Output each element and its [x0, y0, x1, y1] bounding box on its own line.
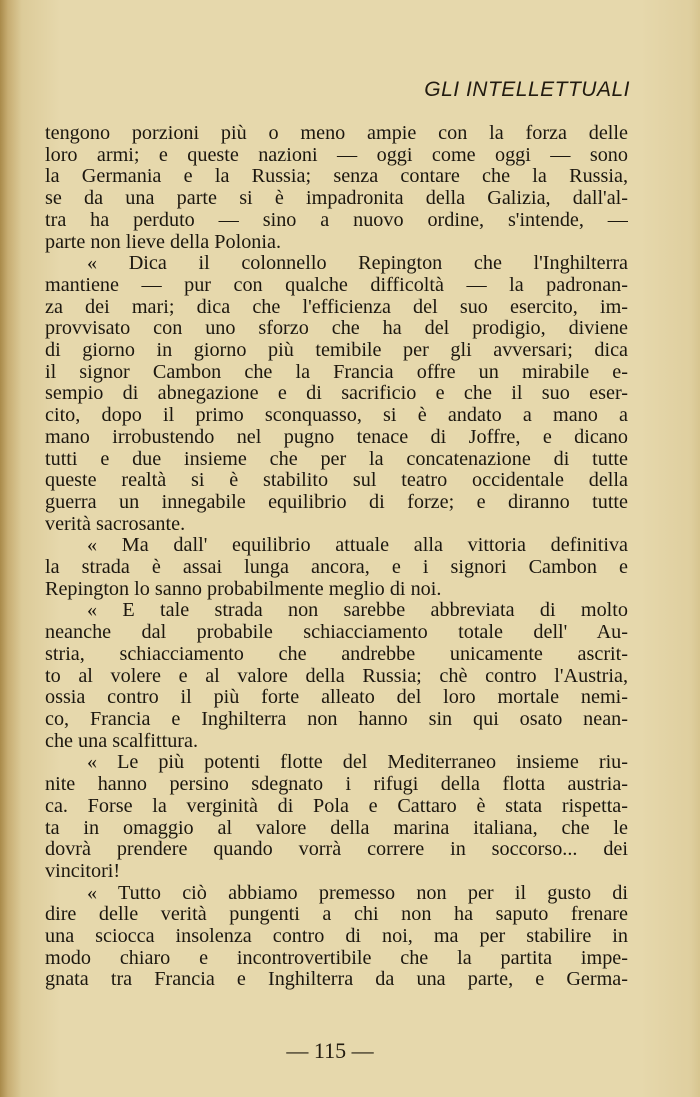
text-line: « E tale strada non sarebbe abbreviata di molto [87, 600, 628, 622]
paragraph [45, 123, 628, 253]
text-line: che una scalfittura. [45, 730, 199, 752]
text-line: queste realtà si è stabilito sul teatro occidentale della [45, 470, 628, 492]
text-line: una sciocca insolenza contro di noi, ma per stabilire in [45, 926, 628, 948]
text-line: tra ha perduto — sino a nuovo ordine, s'intende, — [45, 209, 628, 231]
paragraph [45, 535, 628, 600]
body-text [45, 123, 628, 991]
paragraph [45, 883, 628, 992]
text-line: sempio di abnegazione e di sacrificio e che il suo eser- [45, 383, 628, 405]
text-line: dovrà prendere quando vorrà correre in soccorso... dei [45, 839, 628, 861]
text-line: « Ma dall' equilibrio attuale alla vittoria definitiva [87, 535, 628, 557]
text-line: loro armi; e queste nazioni — oggi come oggi — sono [45, 144, 628, 166]
text-line: « Tutto ciò abbiamo premesso non per il gusto di [87, 882, 628, 904]
text-line: tutti e due insieme che per la concatenazione di tutte [45, 448, 628, 470]
text-line: mantiene — pur con qualche difficoltà — la padronan- [45, 274, 628, 296]
text-line: ca. Forse la verginità di Pola e Cattaro è stata rispetta- [45, 795, 628, 817]
text-line: to al volere e al valore della Russia; chè contro l'Austria, [45, 665, 628, 687]
text-line: co, Francia e Inghilterra non hanno sin qui osato nean- [45, 708, 628, 730]
text-line: verità sacrosante. [45, 513, 186, 535]
page-number: — 115 — [286, 1038, 374, 1063]
text-line: ta in omaggio al valore della marina italiana, che le [45, 817, 628, 839]
text-line: cito, dopo il primo sconquasso, si è andato a mano a [45, 405, 628, 427]
text-line: « Dica il colonnello Repington che l'Inghilterra [87, 253, 628, 275]
text-line: neanche dal probabile schiacciamento totale dell' Au- [45, 622, 628, 644]
text-line: gnata tra Francia e Inghilterra da una parte, e Germa- [45, 969, 628, 991]
paragraph [45, 600, 628, 752]
text-line: di giorno in giorno più temibile per gli avversari; dica [45, 340, 628, 362]
text-line: guerra un innegabile equilibrio di forze; e diranno tutte [45, 491, 628, 513]
text-line: dire delle verità pungenti a chi non ha saputo frenare [45, 904, 628, 926]
text-line: il signor Cambon che la Francia offre un mirabile e- [45, 361, 628, 383]
text-line: vincitori! [45, 860, 121, 882]
paragraph [45, 752, 628, 882]
running-head: GLI INTELLETTUALI [424, 78, 630, 101]
text-line: za dei mari; dica che l'efficienza del suo esercito, im- [45, 296, 628, 318]
text-line: stria, schiacciamento che andrebbe unicamente ascrit- [45, 643, 628, 665]
text-line: ossia contro il più forte alleato del loro mortale nemi- [45, 687, 628, 709]
text-line: « Le più potenti flotte del Mediterraneo insieme riu- [87, 752, 628, 774]
text-line: se da una parte si è impadronita della Galizia, dall'al- [45, 188, 628, 210]
text-line: Repington lo sanno probabilmente meglio di noi. [45, 578, 442, 600]
paragraph [45, 253, 628, 535]
text-line: tengono porzioni più o meno ampie con la forza delle [45, 123, 628, 144]
text-line: parte non lieve della Polonia. [45, 231, 282, 253]
text-line: nite hanno persino sdegnato i rifugi della flotta austria- [45, 774, 628, 796]
text-line: provvisato con uno sforzo che ha del prodigio, diviene [45, 318, 628, 340]
text-line: modo chiaro e incontrovertibile che la partita impe- [45, 947, 628, 969]
text-line: la strada è assai lunga ancora, e i signori Cambon e [45, 557, 628, 579]
text-line: la Germania e la Russia; senza contare che la Russia, [45, 166, 628, 188]
text-line: mano irrobustendo nel pugno tenace di Joffre, e dicano [45, 426, 628, 448]
